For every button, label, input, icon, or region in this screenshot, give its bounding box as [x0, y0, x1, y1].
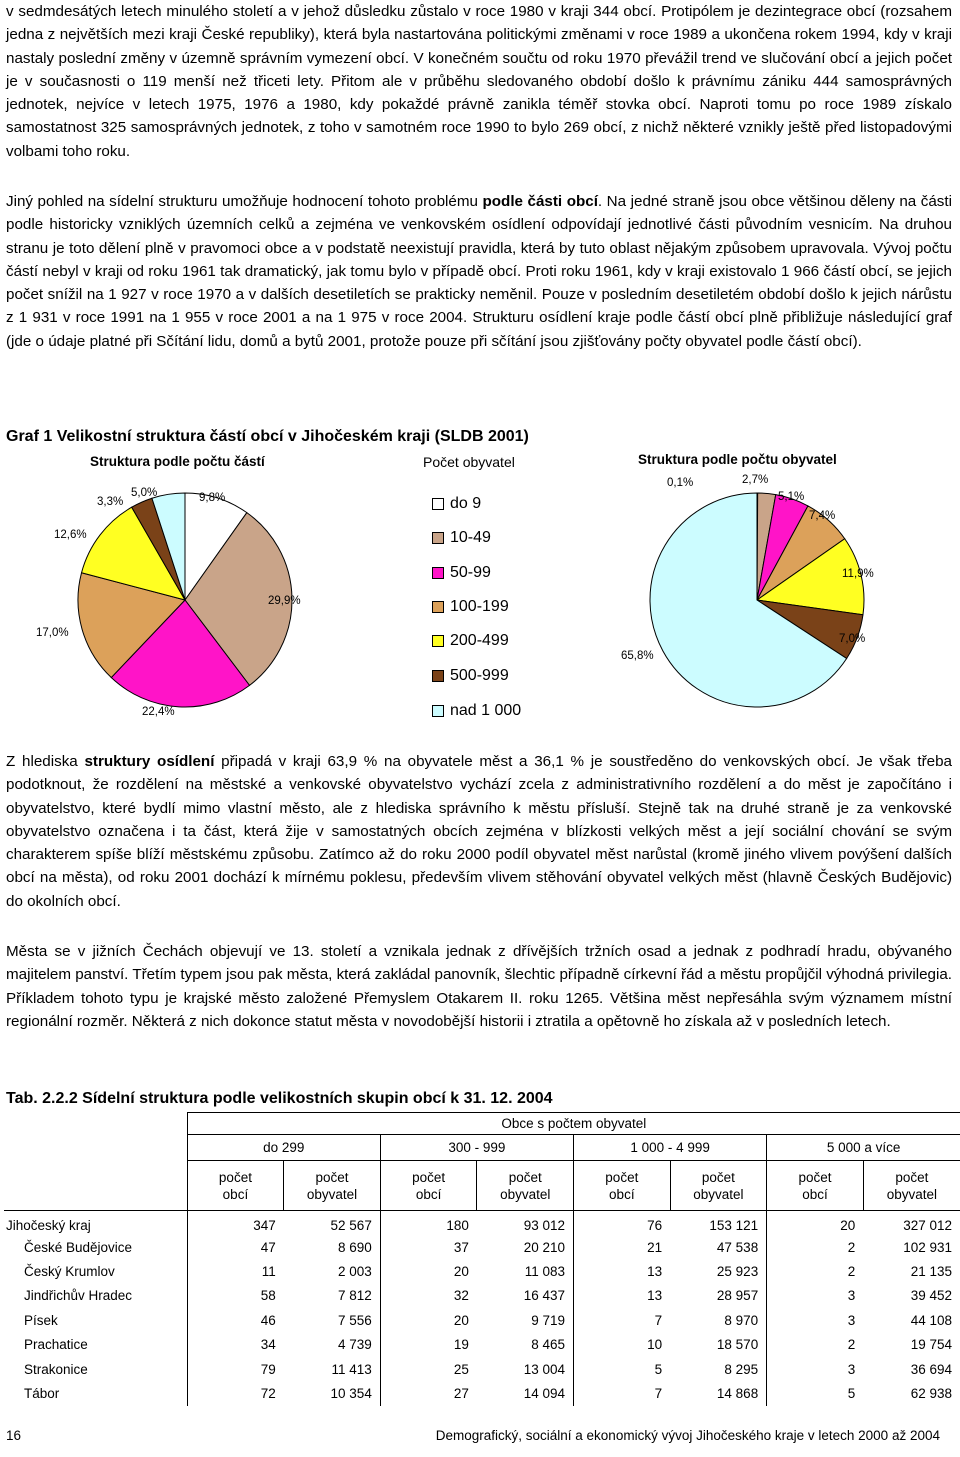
- pie1-label-do9: 9,8%: [199, 492, 226, 504]
- table-cell: 102 931: [903, 1239, 952, 1255]
- legend-item-50-99: [432, 564, 491, 582]
- settlement-table: [4, 1112, 960, 1406]
- table-corner: [4, 1113, 187, 1135]
- table-cell: 79: [187, 1357, 284, 1381]
- paragraph-structure-c: připadá v kraji 63,9 % na obyvatele měst a 36,1 % je soustředěno do venkovských obcí. Je však třeba podotknout, že rozdělení na městské a venkovské obyvatelstvo vychází zcela z administrativního rozdělení a do měst je započítáno i obyvatelstvo, které bydlí mimo vlastní město, ale z hlediska správního k městu přísluší. Stejně tak na druhé straně je za venkovské obyvatelstvo označena i ta část, která žije v samostatných obcích zejména v blízkosti velkých měst a její sociální chování se svým charakterem spíše blíží městskému způsobu. Zatímco až do roku 2000 podíl obyvatel měst narůstal (kromě jiného vlivem povýšení dalších obcí na města), od roku 2001 dochází k mírnému poklesu, především vlivem stěhování obyvatel velkých měst (hlavně Českých Budějovic) do okolních obcí.: [6, 753, 952, 910]
- sub-header-line: obyvatel: [693, 1186, 744, 1202]
- table-cell: 20: [380, 1308, 477, 1332]
- table-cell: 20: [767, 1211, 864, 1235]
- pie2-label-100-199: 7,4%: [809, 510, 836, 522]
- pie1-label-500-999: 3,3%: [97, 496, 124, 508]
- table-cell: 327 012: [903, 1218, 952, 1234]
- table-cell: 11: [187, 1259, 284, 1283]
- legend-swatch-100-199: [432, 601, 444, 613]
- sub-header-line: počet: [218, 1169, 252, 1185]
- table-cell: 46: [187, 1308, 284, 1332]
- sub-header-line: obyvatel: [886, 1186, 938, 1202]
- table-sub-header: [767, 1161, 864, 1211]
- paragraph-towns: Města se v jižních Čechách objevují ve 13. století a vznikala jednak z dřívějších tržních osad a jednak z podhradí hradu, obývaného majitelem panství. Třetím typem jsou pak města, která zakládal panovník, šlechtic případně církevní řád a městu propůjčil výhodná privilegia. Příkladem tohoto typu je krajské město založené Přemyslem Otakarem II. roku 1265. Většina měst nepřesáhla svým významem místní regionální rozměr. Některá z nich dokonce statut města v novodobější historii i ztratila a opětovně ho získala až v posledních letech.: [6, 943, 953, 1030]
- table-row: [4, 1284, 960, 1308]
- table-cell: 13 004: [523, 1361, 566, 1377]
- sub-header-line: obyvatel: [500, 1186, 551, 1202]
- table-cell: 25: [380, 1357, 477, 1381]
- paragraph-parts-bold: podle části obcí: [482, 193, 598, 210]
- table-cell: 20 210: [523, 1239, 566, 1255]
- legend-label: 500-999: [450, 667, 509, 684]
- legend-label: 200-499: [450, 632, 509, 649]
- legend-label: do 9: [450, 495, 482, 512]
- sub-header-line: počet: [605, 1169, 639, 1185]
- table-cell: 28 957: [716, 1288, 759, 1304]
- table-cell: 47 538: [716, 1239, 759, 1255]
- sub-header-line: obcí: [415, 1186, 442, 1202]
- table-cell: 25 923: [716, 1263, 759, 1279]
- table-sub-header: [670, 1161, 767, 1211]
- table-cell: 34: [187, 1332, 284, 1356]
- table-cell: 8 970: [724, 1312, 759, 1328]
- sub-header-line: počet: [412, 1169, 446, 1185]
- legend-swatch-50-99: [432, 567, 444, 579]
- table-cell: 2: [767, 1332, 864, 1356]
- table-cell: 10: [574, 1332, 671, 1356]
- table-title: Tab. 2.2.2 Sídelní struktura podle velikostních skupin obcí k 31. 12. 2004: [6, 1090, 553, 1107]
- table-cell: 27: [380, 1381, 477, 1405]
- table-row-name: Jindřichův Hradec: [24, 1288, 133, 1304]
- footer-text: Demografický, sociální a ekonomický vývoj Jihočeského kraje v letech 2000 až 2004: [435, 1428, 940, 1443]
- table-cell: 21: [574, 1235, 671, 1259]
- paragraph-parts-c: . Na jedné straně jsou obce většinou děleny na části podle historicky vzniklých územních celků a zejména ve venkovském osídlení odpovídají jednotlivé části původním vesnicím. Na druhou stranu je toto dělení plně v pravomoci obce a v podstatě neexistují pravidla, která by tuto oblast nějakým způsobem upravovala. Vývoj počtu částí nebyl v kraji od roku 1961 tak dramatický, jak tomu bylo v případě obcí. Proti roku 1961, kdy v kraji existovalo 1 966 částí obcí, se jejich počet snížil na 1 927 v roce 1970 a v dalších desetiletích se prakticky neměnil. Pouze v posledním desetiletém období došlo k jejich nárůstu z 1 931 v roce 1991 na 1 955 v roce 2001 a na 1 975 v roce 2004. Strukturu osídlení kraje podle částí obcí plně přibližuje následující graf (jde o údaje platné při Sčítání lidu, domů a bytů 2001, protože pouze při sčítání jsou zjišťovány počty obyvatel podle částí obcí).: [6, 193, 952, 350]
- table-cell: 5: [767, 1381, 864, 1405]
- paragraph-parts: [6, 190, 952, 353]
- table-row-name: Strakonice: [24, 1361, 88, 1377]
- sub-header-line: počet: [701, 1169, 735, 1185]
- table-group-header: 5 000 a více: [767, 1135, 960, 1161]
- table-cell: 3: [767, 1308, 864, 1332]
- pie-chart-parts: [0, 470, 360, 730]
- table-cell: 20: [380, 1259, 477, 1283]
- table-row: [4, 1332, 960, 1356]
- legend-title: Počet obyvatel: [423, 454, 515, 470]
- table-cell: 7 812: [338, 1288, 372, 1304]
- legend-label: nad 1 000: [450, 702, 522, 719]
- table-cell: 11 413: [331, 1361, 372, 1377]
- table-sub-header: [863, 1161, 960, 1211]
- legend-item-200-499: [432, 632, 509, 650]
- legend-item-100-199: [432, 598, 509, 616]
- table-row: [4, 1357, 960, 1381]
- table-cell: 19: [380, 1332, 477, 1356]
- table-cell: 5: [574, 1357, 671, 1381]
- sub-header-line: počet: [508, 1169, 542, 1185]
- table-header-groups: [4, 1135, 960, 1161]
- table-group-header: do 299: [187, 1135, 380, 1161]
- sub-header-line: obyvatel: [306, 1186, 358, 1202]
- paragraph-parts-a: Jiný pohled na sídelní strukturu umožňuje hodnocení tohoto problému: [6, 193, 483, 210]
- table-cell: 21 135: [910, 1263, 952, 1279]
- table-row: [4, 1259, 960, 1283]
- table-cell: 13: [574, 1259, 671, 1283]
- table-cell: 32: [380, 1284, 477, 1308]
- page-number: 16: [6, 1428, 22, 1443]
- legend-swatch-200-499: [432, 635, 444, 647]
- table-cell: 153 121: [709, 1218, 759, 1234]
- paragraph-structure-bold: struktury osídlení: [84, 753, 215, 770]
- legend-label: 100-199: [450, 598, 509, 615]
- legend-swatch-nad1000: [432, 705, 444, 717]
- pie2-label-do9: 0,1%: [667, 477, 694, 489]
- paragraph-municipalities: v sedmdesátých letech minulého století a v jehož důsledku zůstalo v roce 1980 v kraji 344 obcí. Protipólem je dezintegrace obcí (rozsahem jedna z největších mezi kraji České republiky), která byla nastartována politickými změnami v roce 1989 a ukončena rokem 1994, kdy v kraji nastaly poslední změny v územně správním vymezení obcí. V konečném součtu od roku 1970 převážil trend ve slučování obcí a jejich počet je v současnosti o 119 menší než třiceti lety. Přitom ale v průběhu sledovaného období došlo k právnímu zániku 444 samosprávných jednotek, nejvíce v letech 1975, 1976 a 1980, kdy pokaždé právně zanikla téměř stovka obcí. Naproti tomu po roce 1989 získalo samostatnost 325 samosprávných jednotek, z toho v samotném roce 1990 to bylo 269 obcí, z nichž některé vznikly ještě před listopadovými volbami toho roku.: [6, 3, 952, 160]
- pie1-label-50-99: 22,4%: [142, 706, 175, 718]
- table-cell: 7: [574, 1381, 671, 1405]
- table-row-name: Prachatice: [24, 1337, 88, 1353]
- paragraph-structure: [6, 750, 952, 913]
- table-sub-header: [477, 1161, 574, 1211]
- table-row: [4, 1211, 960, 1235]
- pie1-label-200-499: 12,6%: [54, 529, 87, 541]
- table-row: [4, 1235, 960, 1259]
- table-cell: 3: [767, 1284, 864, 1308]
- sub-header-line: obcí: [222, 1186, 249, 1202]
- legend-item-nad1000: [432, 702, 521, 720]
- table-cell: 14 094: [523, 1385, 566, 1401]
- table-cell: 16 437: [523, 1288, 566, 1304]
- table-super-header: Obce s počtem obyvatel: [187, 1113, 960, 1135]
- table-cell: 18 570: [716, 1337, 759, 1353]
- pie1-label-100-199: 17,0%: [36, 627, 69, 639]
- pie-chart-population: [600, 470, 960, 730]
- table-body: [4, 1211, 960, 1406]
- table-cell: 14 868: [716, 1385, 759, 1401]
- table-corner: [4, 1135, 187, 1161]
- table-cell: 19 754: [910, 1337, 952, 1353]
- table-cell: 347: [187, 1211, 284, 1235]
- table-cell: 36 694: [910, 1361, 952, 1377]
- legend-swatch-10-49: [432, 532, 444, 544]
- table-row-name: Jihočeský kraj: [6, 1218, 91, 1234]
- sub-header-line: počet: [315, 1169, 349, 1185]
- table-cell: 2 003: [338, 1263, 372, 1279]
- legend-item-500-999: [432, 667, 509, 685]
- sub-header-line: počet: [798, 1169, 832, 1185]
- table-sub-header: [574, 1161, 671, 1211]
- table-cell: 47: [187, 1235, 284, 1259]
- table-row-name: Písek: [24, 1312, 58, 1328]
- pie1-title: Struktura podle počtu částí: [90, 454, 265, 469]
- table-sub-header: [380, 1161, 477, 1211]
- table-cell: 2: [767, 1235, 864, 1259]
- table-cell: 2: [767, 1259, 864, 1283]
- table-cell: 11 083: [524, 1263, 566, 1279]
- table-group-header: 300 - 999: [380, 1135, 573, 1161]
- table-sub-header: [187, 1161, 284, 1211]
- table-row-name: Český Krumlov: [24, 1263, 115, 1279]
- table-cell: 180: [380, 1211, 477, 1235]
- legend-label: 50-99: [450, 564, 491, 581]
- sub-header-line: obcí: [609, 1186, 635, 1202]
- paragraph-structure-a: Z hlediska: [6, 753, 85, 770]
- pie2-label-50-99: 5,1%: [778, 491, 805, 503]
- table-cell: 9 719: [531, 1312, 566, 1328]
- table-row-name: České Budějovice: [24, 1239, 133, 1255]
- table-cell: 8 690: [338, 1239, 372, 1255]
- pie1-label-10-49: 29,9%: [268, 595, 301, 607]
- pie2-label-10-49: 2,7%: [742, 474, 769, 486]
- table-cell: 13: [574, 1284, 671, 1308]
- table-cell: 58: [187, 1284, 284, 1308]
- table-cell: 93 012: [523, 1218, 566, 1234]
- table-cell: 8 465: [531, 1337, 566, 1353]
- legend-item-10-49: [432, 529, 491, 547]
- table-cell: 39 452: [910, 1288, 952, 1304]
- table-cell: 37: [380, 1235, 477, 1259]
- table-cell: 4 739: [338, 1337, 372, 1353]
- pie1-label-nad1000: 5,0%: [131, 487, 158, 499]
- table-cell: 7: [574, 1308, 671, 1332]
- legend-item-do9: [432, 495, 481, 513]
- table-cell: 76: [574, 1211, 671, 1235]
- legend-label: 10-49: [450, 529, 491, 546]
- table-row-name: Tábor: [24, 1385, 60, 1401]
- table-header-super: [4, 1113, 960, 1135]
- table-group-header: 1 000 - 4 999: [574, 1135, 767, 1161]
- table-cell: 3: [767, 1357, 864, 1381]
- legend-swatch-do9: [432, 498, 444, 510]
- figure-title: Graf 1 Velikostní struktura částí obcí v Jihočeském kraji (SLDB 2001): [6, 428, 529, 445]
- table-corner: [4, 1161, 187, 1211]
- table-cell: 44 108: [910, 1312, 952, 1328]
- table-cell: 7 556: [338, 1312, 372, 1328]
- table-row: [4, 1308, 960, 1332]
- table-sub-header: [284, 1161, 381, 1211]
- table-cell: 62 938: [910, 1385, 952, 1401]
- table-row: [4, 1381, 960, 1405]
- table-header-sub: [4, 1161, 960, 1211]
- table-cell: 52 567: [330, 1218, 372, 1234]
- pie2-label-nad1000: 65,8%: [621, 650, 654, 662]
- pie2-label-200-499: 11,9%: [842, 568, 874, 580]
- pie2-label-500-999: 7,0%: [839, 633, 866, 645]
- sub-header-line: obcí: [802, 1186, 828, 1202]
- table-cell: 10 354: [330, 1385, 372, 1401]
- legend-swatch-500-999: [432, 670, 444, 682]
- table-cell: 72: [187, 1381, 284, 1405]
- pie2-title: Struktura podle počtu obyvatel: [638, 452, 837, 467]
- sub-header-line: počet: [895, 1169, 929, 1185]
- table-cell: 8 295: [724, 1361, 759, 1377]
